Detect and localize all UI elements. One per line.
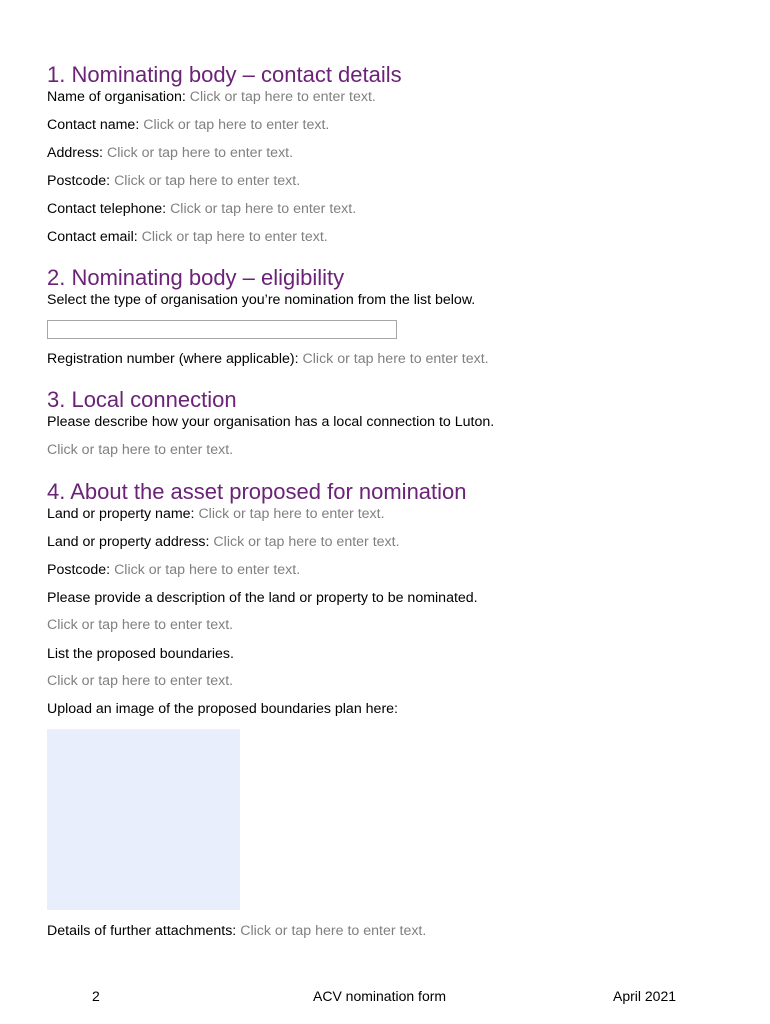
org-name-field[interactable]: Click or tap here to enter text.: [189, 89, 376, 105]
description-field[interactable]: Click or tap here to enter text.: [47, 617, 234, 633]
org-name-row: [47, 88, 376, 106]
telephone-label: Contact telephone:: [47, 201, 167, 217]
address-field[interactable]: Click or tap here to enter text.: [106, 145, 294, 161]
property-name-row: [47, 505, 385, 523]
property-address-field[interactable]: Click or tap here to enter text.: [213, 534, 400, 550]
local-connection-instruction: Please describe how your organisation has a local connection to Luton.: [47, 414, 495, 430]
footer-date: April 2021: [613, 988, 677, 1004]
postcode-label: Postcode:: [47, 173, 111, 189]
postcode-row: [47, 172, 300, 190]
attachments-label: Details of further attachments:: [47, 923, 237, 939]
address-label: Address:: [47, 145, 103, 161]
registration-field[interactable]: Click or tap here to enter text.: [302, 351, 489, 367]
property-address-row: [47, 533, 400, 551]
postcode-field[interactable]: Click or tap here to enter text.: [114, 173, 301, 189]
telephone-field[interactable]: Click or tap here to enter text.: [170, 201, 357, 217]
property-name-field[interactable]: Click or tap here to enter text.: [198, 506, 385, 522]
address-row: [47, 144, 293, 162]
attachments-field[interactable]: Click or tap here to enter text.: [240, 923, 427, 939]
property-postcode-row: [47, 561, 300, 579]
org-name-label: Name of organisation:: [47, 89, 186, 105]
property-postcode-label: Postcode:: [47, 562, 111, 578]
description-instruction: Please provide a description of the land or property to be nominated.: [47, 590, 478, 606]
contact-name-label: Contact name:: [47, 117, 140, 133]
section3-heading: 3. Local connection: [47, 387, 237, 412]
contact-name-row: [47, 116, 329, 134]
section4-heading: 4. About the asset proposed for nomination: [47, 479, 467, 504]
property-name-label: Land or property name:: [47, 506, 195, 522]
email-field[interactable]: Click or tap here to enter text.: [141, 229, 328, 245]
registration-label: Registration number (where applicable):: [47, 351, 299, 367]
footer-page-number: 2: [92, 988, 100, 1004]
email-label: Contact email:: [47, 229, 138, 245]
org-type-instruction: Select the type of organisation you’re nomination from the list below.: [47, 292, 476, 308]
registration-row: [47, 350, 489, 368]
property-address-label: Land or property address:: [47, 534, 210, 550]
section1-heading: 1. Nominating body – contact details: [47, 62, 402, 87]
local-connection-field[interactable]: Click or tap here to enter text.: [47, 442, 234, 458]
org-type-select[interactable]: [47, 320, 397, 339]
boundaries-field[interactable]: Click or tap here to enter text.: [47, 673, 234, 689]
email-row: [47, 228, 328, 246]
attachments-row: [47, 922, 426, 940]
property-postcode-field[interactable]: Click or tap here to enter text.: [114, 562, 301, 578]
telephone-row: [47, 200, 356, 218]
contact-name-field[interactable]: Click or tap here to enter text.: [143, 117, 330, 133]
footer-title: ACV nomination form: [313, 988, 447, 1004]
boundaries-image-upload[interactable]: [47, 729, 240, 910]
section2-heading: 2. Nominating body – eligibility: [47, 265, 345, 290]
boundaries-instruction: List the proposed boundaries.: [47, 646, 234, 662]
upload-instruction: Upload an image of the proposed boundaries plan here:: [47, 701, 398, 717]
